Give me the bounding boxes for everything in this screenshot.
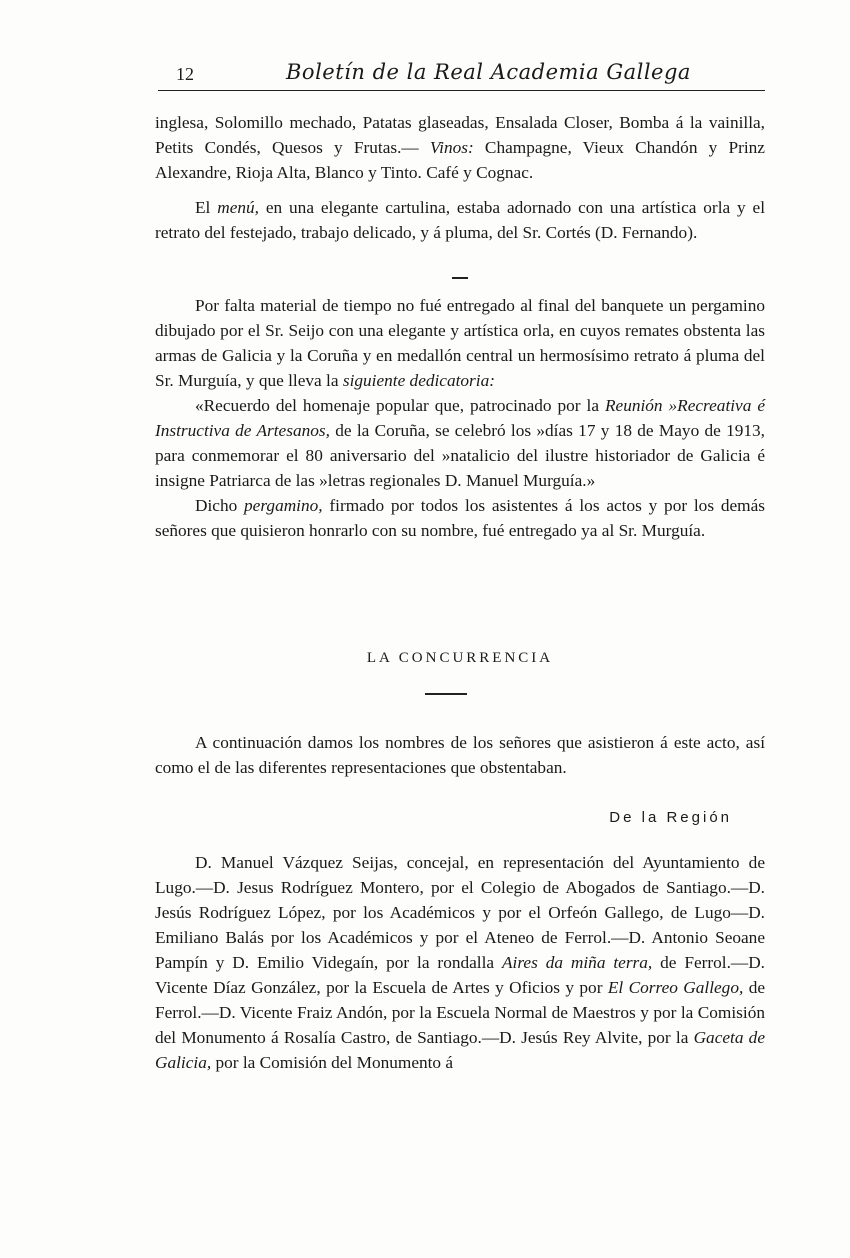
attendees-paragraph <box>155 850 765 1075</box>
delivery-paragraph <box>155 493 765 543</box>
delivery-text-b: firmado por todos los asistentes á los actos y por los demás señores que quisieron honrarlo con su nombre, fué entregado ya al Sr. Murguía. <box>155 496 765 540</box>
newspaper-gaceta: Gaceta de Galicia, <box>155 1028 765 1072</box>
subsection-title: De la Región <box>609 809 732 826</box>
quote-italic: Reunión »Recreativa é Instructiva de Artesanos, <box>155 396 765 440</box>
attendees-text <box>155 850 765 1075</box>
dedication-label: siguiente dedicatoria: <box>342 371 495 390</box>
menu-paragraph <box>155 110 765 185</box>
menu-text-a: inglesa, Solomillo mechado, Patatas glaseadas, Ensalada Closer, Bomba á la vainilla, Petits Condés, Quesos y Frutas.— <box>155 113 765 157</box>
delivery-text-a: Dicho <box>195 496 245 515</box>
parchment-text: Por falta material de tiempo no fué entregado al final del banquete un pergamino dibujado por el Sr. Seijo con una elegante y artística orla, en cuyos remates obstenta las armas de Galicia y la Coruña y en medallón central un hermosísimo retrato á pluma del Sr. Murguía, y que lleva la <box>155 296 765 390</box>
attendees-text-2: de Ferrol.—D. Vicente Díaz González, por la Escuela de Artes y Oficios y por <box>155 953 766 997</box>
menu-card-text-b: en una elegante cartulina, estaba adornado con una artística orla y el retrato del festejado, trabajo delicado, y á pluma, del Sr. Cortés (D. Fernando). <box>155 198 766 242</box>
newspaper-correo: El Correo Gallego, <box>607 978 744 997</box>
menu-card-text-a: El <box>195 198 218 217</box>
quote-text-b: de la Coruña, se celebró los »días 17 y 18 de Mayo de 1913, para conmemorar el 80 aniversario del »natalicio del ilustre historiador de Galicia é insigne Patriarca de las »letras regionales D. Manuel Murguía.» <box>155 421 765 490</box>
vinos-label: Vinos: <box>429 138 474 157</box>
section-separator <box>425 693 467 695</box>
attendees-text-1: D. Manuel Vázquez Seijas, concejal, en representación del Ayuntamiento de Lugo.—D. Jesus Rodríguez Montero, por el Colegio de Abogados de Santiago.—D. Jesús Rodríguez López, por los Académicos y por el Orfeón Gallego, de Lugo—D. Emiliano Balás por los Académicos y por el Ateneo de Ferrol.—D. Antonio Seoane Pampín y D. Emilio Videgaín, por la rondalla <box>155 853 765 972</box>
attendees-text-3: de Ferrol.—D. Vicente Fraiz Andón, por la Escuela Normal de Maestros y por la Comisión del Monumento á Rosalía Castro, de Santiago.—D. Jesús Rey Alvite, por la <box>155 978 766 1047</box>
quote-text-a: «Recuerdo del homenaje popular que, patrocinado por la <box>195 396 605 415</box>
intro-text: A continuación damos los nombres de los señores que asistieron á este acto, así como el de las diferentes representaciones que obstentaban. <box>155 733 765 777</box>
running-title: Boletín de la Real Academia Gallega <box>286 60 691 84</box>
dedication-quote <box>155 393 765 493</box>
parchment-paragraph <box>155 293 765 393</box>
menu-card-paragraph <box>155 195 765 245</box>
menu-card-text <box>155 195 765 245</box>
menu-word: menú, <box>217 198 259 217</box>
parchment-section <box>155 293 765 543</box>
menu-text <box>155 110 765 185</box>
intro-paragraph <box>155 730 765 780</box>
page-number: 12 <box>176 64 194 84</box>
rondalla-name: Aires da miña terra, <box>501 953 653 972</box>
menu-text-b: Champagne, Vieux Chandón y Prinz Alexandre, Rioja Alta, Blanco y Tinto. Café y Cognac. <box>155 138 765 182</box>
section-title: LA CONCURRENCIA <box>366 650 554 666</box>
separator-short <box>452 277 468 279</box>
pergamino-word: pergamino, <box>244 496 323 515</box>
page-header <box>158 58 765 91</box>
attendees-text-4: por la Comisión del Monumento á <box>211 1053 454 1072</box>
